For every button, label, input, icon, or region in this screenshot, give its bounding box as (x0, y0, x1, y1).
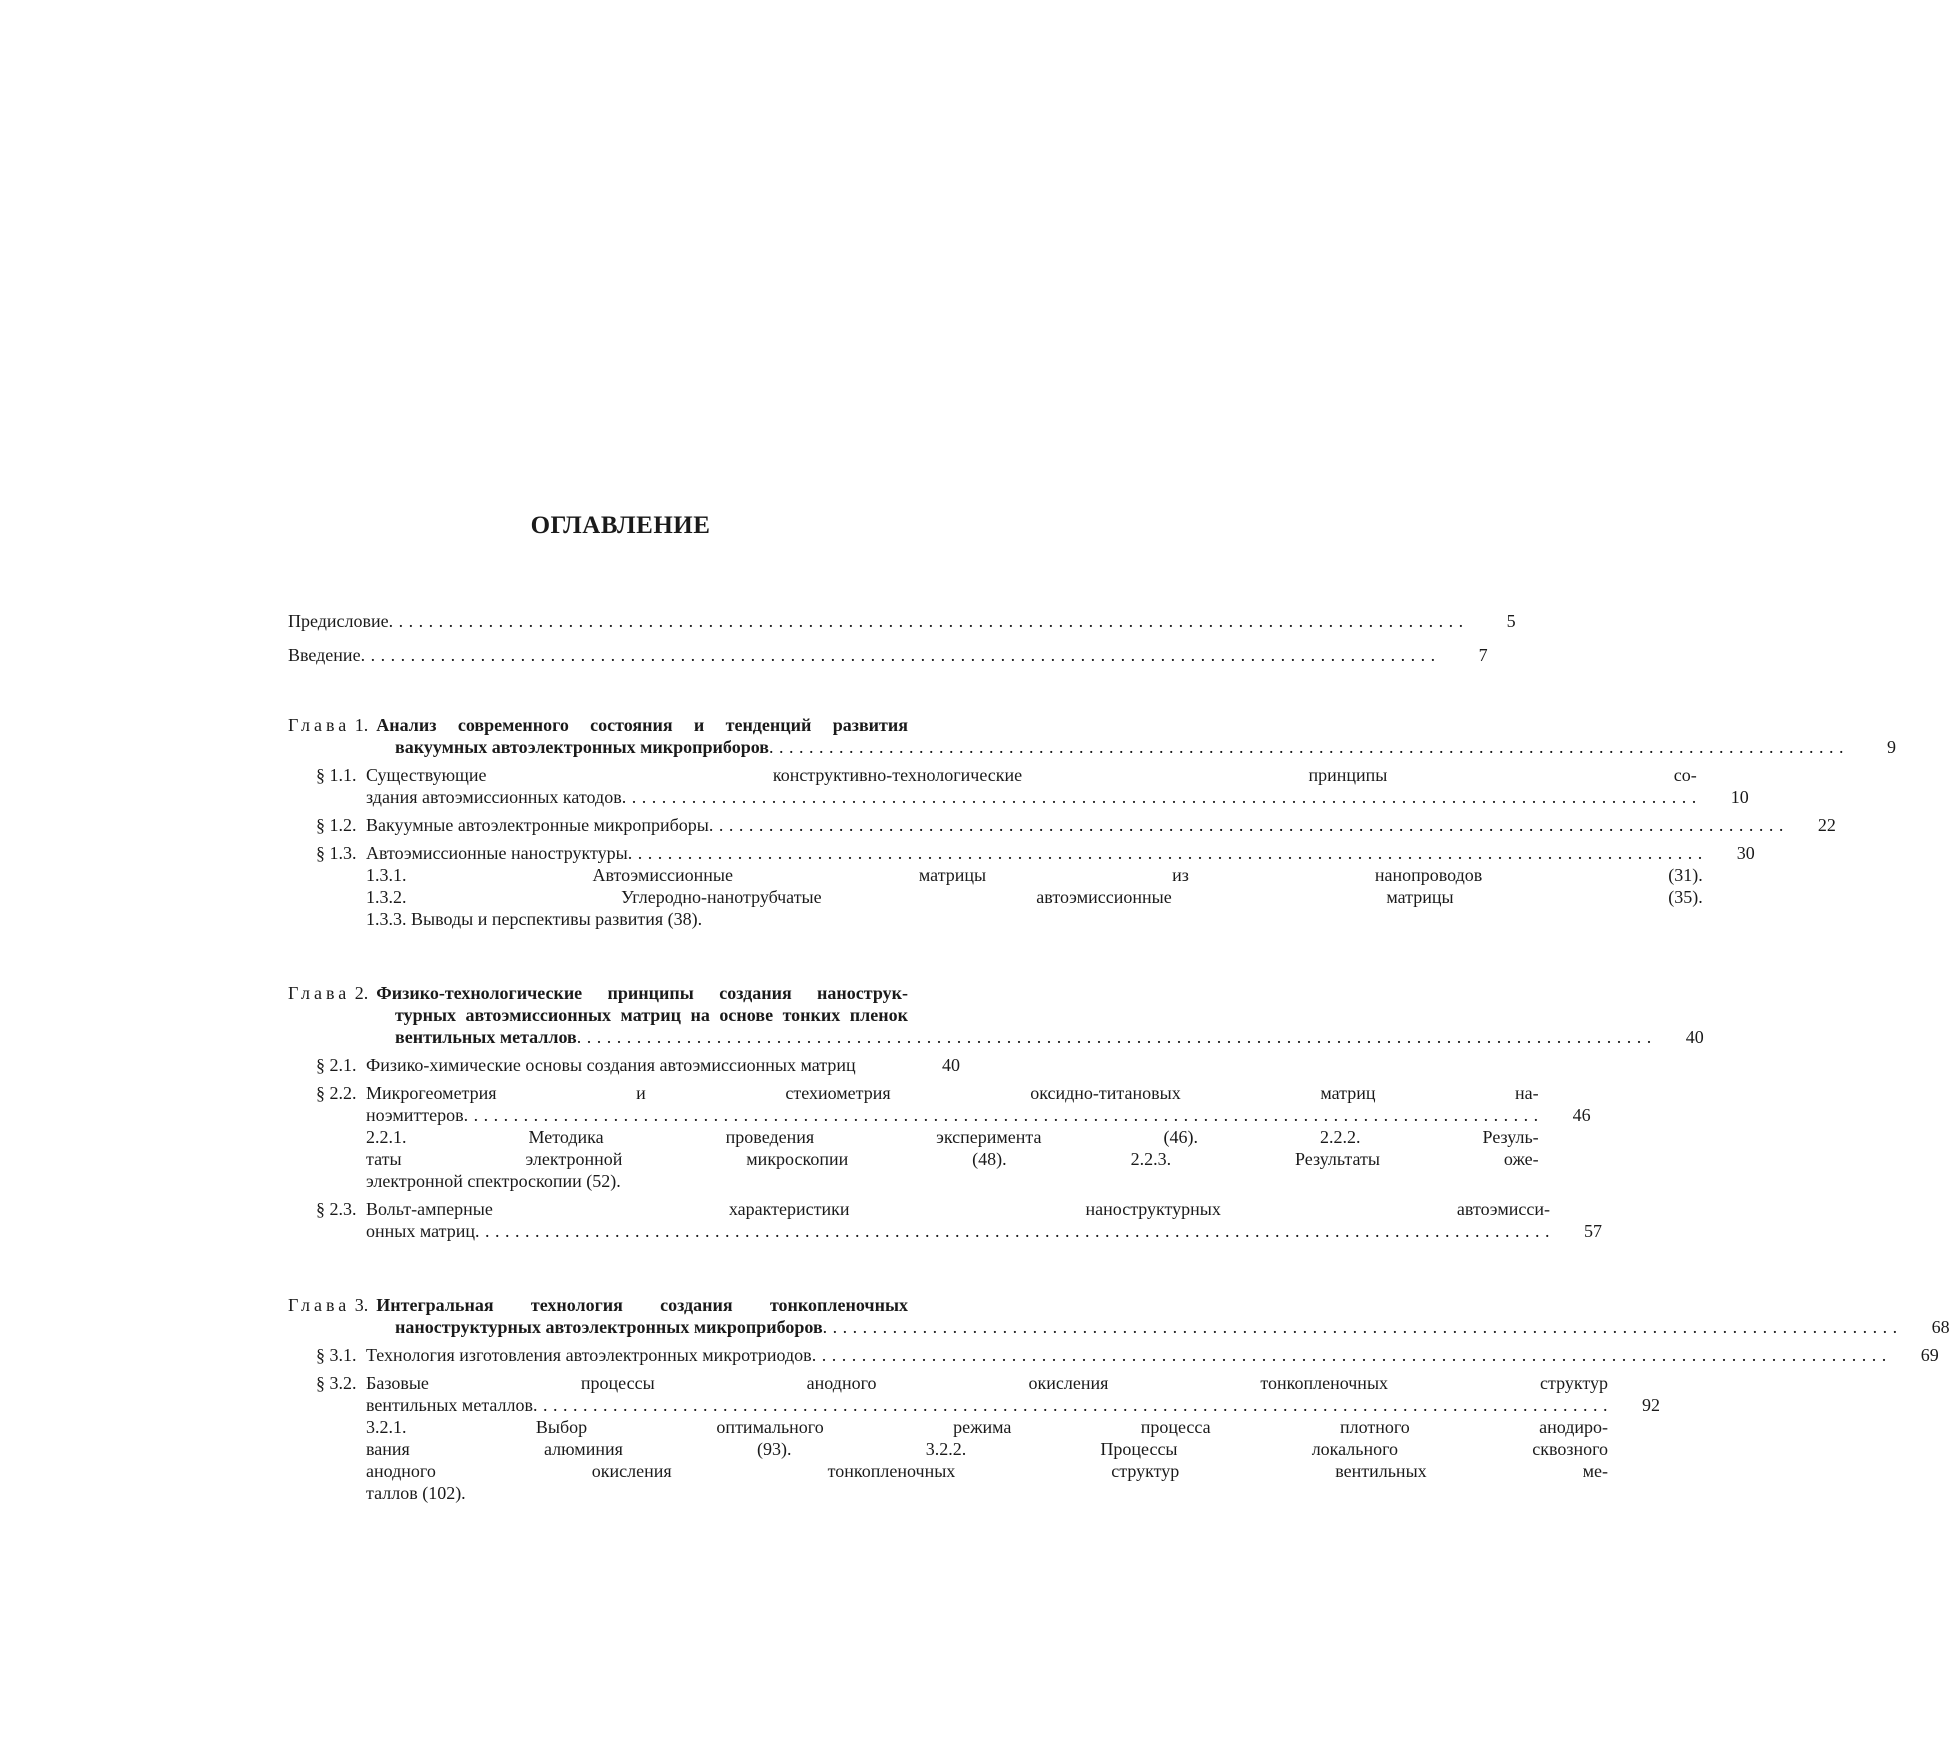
chapter-heading (288, 1294, 960, 1316)
section-number: § 3.2. (316, 1373, 357, 1393)
subsection-list (366, 864, 1703, 930)
toc-entry-label: Предисловие (288, 611, 389, 631)
toc-entry-preface[interactable] (288, 610, 1516, 632)
subsection-line: 1.3.2. Углеродно-нанотрубчатые автоэмиссионные матрицы (35). (366, 887, 1703, 907)
chapter-number: 1. (354, 715, 369, 735)
subsection-line: 2.2.1. Методика проведения эксперимента (46). 2.2.2. Резуль- (366, 1127, 1539, 1147)
table-of-contents (288, 600, 1950, 1504)
section-title-line: онных матриц (366, 1221, 476, 1241)
chapter-title-line: наноструктурных автоэлектронных микроприборов (395, 1317, 823, 1337)
dot-leader (361, 644, 1436, 666)
toc-section-1-2[interactable] (288, 814, 1836, 836)
chapter-title-line: Интегральная технология создания тонкопленочных (376, 1295, 908, 1315)
chapter-word: Глава (288, 1295, 351, 1315)
page-number: 22 (1817, 815, 1836, 835)
toc-entry-introduction[interactable] (288, 644, 1488, 666)
section-number: § 1.2. (316, 815, 357, 835)
chapter-title-line: турных автоэмиссионных матриц на основе тонких пленок (395, 1005, 908, 1025)
subsection-line: анодного окисления тонкопленочных структур вентильных ме- (366, 1461, 1609, 1481)
chapter-title-line: Физико-технологические принципы создания нанострук- (376, 983, 908, 1003)
section-title-line: Базовые процессы анодного окисления тонкопленочных структур (366, 1373, 1609, 1393)
subsection-line: таллов (102). (366, 1483, 466, 1503)
section-number: § 1.1. (316, 765, 357, 785)
chapter-title-line-last (288, 736, 1896, 758)
section-number: § 1.3. (316, 843, 357, 863)
chapter-word: Глава (288, 715, 351, 735)
chapter-heading (288, 714, 960, 736)
dot-leader (709, 814, 1784, 836)
subsection-line: 1.3.1. Автоэмиссионные матрицы из нанопроводов (31). (366, 865, 1703, 885)
toc-chapter-3[interactable] (288, 1294, 1950, 1504)
chapter-word: Глава (288, 983, 351, 1003)
page-number: 68 (1931, 1317, 1950, 1337)
dot-leader (628, 842, 1703, 864)
subsection-list (366, 1416, 1608, 1504)
subsection-line: 3.2.1. Выбор оптимального режима процесса плотного анодиро- (366, 1417, 1609, 1437)
dot-leader (769, 736, 1844, 758)
chapter-number: 2. (354, 983, 369, 1003)
page-number: 10 (1730, 787, 1749, 807)
section-title-line: Автоэмиссионные наноструктуры (366, 843, 628, 863)
toc-entry-label: Введение (288, 645, 361, 665)
page-number: 92 (1642, 1395, 1661, 1415)
subsection-line: вания алюминия (93). 3.2.2. Процессы локального сквозного (366, 1439, 1609, 1459)
section-title-line: Физико-химические основы создания автоэмиссионных матриц (366, 1055, 856, 1075)
toc-section-2-1[interactable] (288, 1054, 960, 1076)
dot-leader (577, 1026, 1652, 1048)
dot-leader (464, 1104, 1539, 1126)
page-number: 9 (1886, 737, 1896, 757)
section-title-line: Вольт-амперные характеристики наноструктурных автоэмисси- (366, 1199, 1551, 1219)
chapter-heading (288, 982, 960, 1004)
toc-chapter-1[interactable] (288, 714, 1896, 930)
toc-section-3-2[interactable] (288, 1372, 1661, 1504)
dot-leader (533, 1394, 1608, 1416)
toc-section-1-1[interactable] (288, 764, 1749, 808)
subsection-list (366, 1126, 1539, 1192)
dot-leader (622, 786, 1697, 808)
section-number: § 3.1. (316, 1345, 357, 1365)
page-number: 7 (1478, 645, 1488, 665)
page-number: 30 (1736, 843, 1755, 863)
chapter-title-line: вентильных металлов (395, 1027, 577, 1047)
toc-chapter-2[interactable] (288, 982, 1704, 1242)
section-title-line: здания автоэмиссионных катодов (366, 787, 622, 807)
chapter-title-line: вакуумных автоэлектронных микроприборов (395, 737, 769, 757)
toc-section-1-3[interactable] (288, 842, 1755, 930)
page-number: 57 (1584, 1221, 1603, 1241)
toc-section-2-3[interactable] (288, 1198, 1603, 1242)
toc-section-2-2[interactable] (288, 1082, 1591, 1192)
subsection-line: 1.3.3. Выводы и перспективы развития (38). (366, 909, 703, 929)
chapter-number: 3. (354, 1295, 369, 1315)
dot-leader (475, 1220, 1550, 1242)
section-title-line: Вакуумные автоэлектронные микроприборы (366, 815, 709, 835)
section-title-line: Технология изготовления автоэлектронных микротриодов (366, 1345, 812, 1365)
section-number: § 2.2. (316, 1083, 357, 1103)
page-number: 69 (1920, 1345, 1939, 1365)
subsection-line: таты электронной микроскопии (48). 2.2.3. Результаты оже- (366, 1149, 1539, 1169)
section-number: § 2.3. (316, 1199, 357, 1219)
section-title-line: Существующие конструктивно-технологические принципы со- (366, 765, 1697, 785)
page-number: 46 (1572, 1105, 1591, 1125)
dot-leader (823, 1316, 1898, 1338)
page-number: 40 (1685, 1027, 1704, 1047)
dot-leader (389, 610, 1464, 632)
page-number: 40 (942, 1055, 960, 1075)
toc-section-3-1[interactable] (288, 1344, 1939, 1366)
dot-leader (812, 1344, 1887, 1366)
page-number: 5 (1506, 611, 1516, 631)
section-title-line: вентильных металлов (366, 1395, 534, 1415)
subsection-line: электронной спектроскопии (52). (366, 1171, 621, 1191)
section-title-line: ноэмиттеров (366, 1105, 464, 1125)
section-title-line: Микрогеометрия и стехиометрия оксидно-титановых матриц на- (366, 1083, 1539, 1103)
section-number: § 2.1. (316, 1055, 357, 1075)
page-title: ОГЛАВЛЕНИЕ (530, 512, 711, 539)
chapter-title-line: Анализ современного состояния и тенденций развития (376, 715, 908, 735)
